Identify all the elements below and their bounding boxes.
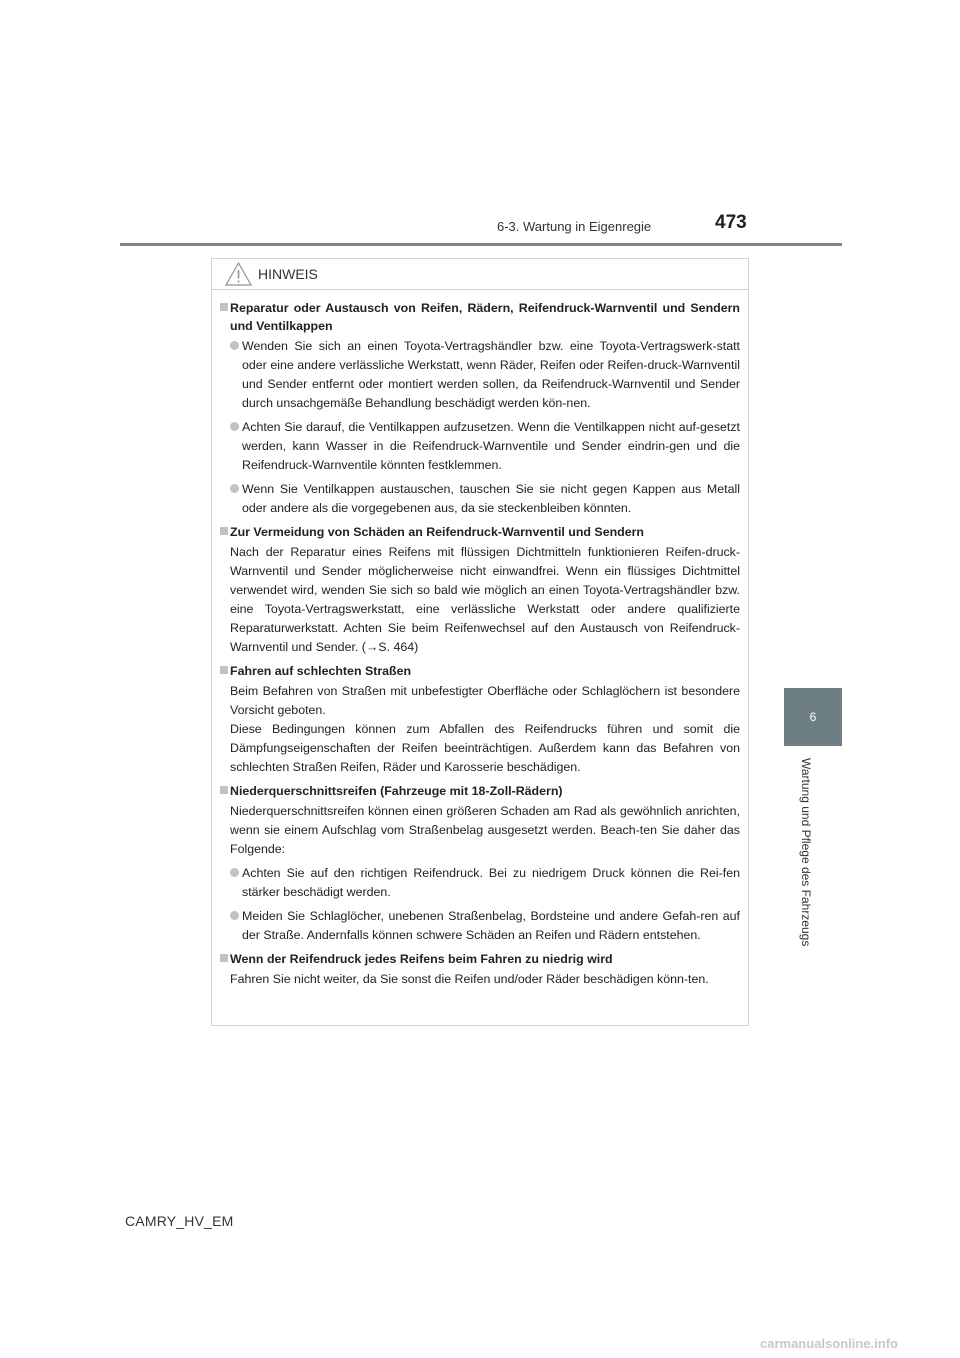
list-item	[220, 907, 740, 945]
paragraph: Fahren Sie nicht weiter, da Sie sonst die Reifen und/oder Räder beschädigen könn-ten.	[230, 972, 709, 986]
section-heading-text: Fahren auf schlechten Straßen	[230, 664, 412, 678]
header-rule	[120, 243, 842, 246]
notice-body	[212, 290, 748, 989]
square-bullet-icon	[220, 954, 228, 962]
section-heading-text: Wenn der Reifendruck jedes Reifens beim Fahren zu niedrig wird	[230, 952, 613, 966]
list-item	[220, 418, 740, 475]
watermark: carmanualsonline.info	[760, 1336, 898, 1351]
list-item	[220, 337, 740, 413]
circle-bullet-icon	[230, 911, 239, 920]
chapter-number: 6	[809, 710, 817, 724]
paragraph: Nach der Reparatur eines Reifens mit flüssigen Dichtmitteln funktionieren Reifen-druck-Warnventil und Sender möglicherweise nicht einwandfrei. Wenn ein flüssiges Dichtmittel verwendet wird, wenden Sie sich so bald wie möglich an einen Toyota-Vertragshändler bzw. eine Toyota-Vertragswerkstatt, eine verlässliche Werkstatt oder andere qualifizierte Reparaturwerkstatt. Achten Sie beim Reifenwechsel auf den Austausch von Reifendruck-Warnventil und Sender. (→S. 464)	[230, 545, 740, 654]
circle-bullet-icon	[230, 484, 239, 493]
notice-section	[220, 662, 740, 777]
section-title: 6-3. Wartung in Eigenregie	[497, 219, 652, 234]
list-item-text: Wenn Sie Ventilkappen austauschen, tauschen Sie sie nicht gegen Kappen aus Metall oder andere als die vorgegebenen aus, da sie steckenbleiben könnten.	[242, 482, 740, 515]
notice-box	[211, 258, 749, 1026]
section-heading	[220, 299, 740, 335]
paragraph: Diese Bedingungen können zum Abfallen des Reifendrucks führen und somit die Dämpfungseigenschaften der Reifen beeinträchtigen. Außerdem kann das Befahren von schlechten Straßen Reifen, Räder und Karosserie beschädigen.	[230, 722, 740, 774]
paragraph: Niederquerschnittsreifen können einen größeren Schaden am Rad als gewöhnlich anrichten, wenn sie einem Aufschlag vom Straßenbelag ausgesetzt werden. Beach-ten Sie daher das Folgende:	[230, 804, 740, 856]
list-item-text: Meiden Sie Schlaglöcher, unebenen Straßenbelag, Bordsteine und andere Gefah-ren auf der Straße. Andernfalls können schwere Schäden an Reifen und Rädern entstehen.	[242, 909, 740, 942]
paragraph: Beim Befahren von Straßen mit unbefestigter Oberfläche oder Schlaglöchern ist besondere Vorsicht geboten.	[230, 684, 740, 717]
section-heading	[220, 662, 740, 680]
circle-bullet-icon	[230, 341, 239, 350]
notice-header	[212, 259, 748, 290]
list-item-text: Wenden Sie sich an einen Toyota-Vertragshändler bzw. eine Toyota-Vertragswerk-statt oder eine andere verlässliche Werkstatt, wenn Räder, Reifen oder Reifen-druck-Warnventil und Sender entfernt oder montiert werden sollen, da Reifendruck-Warnventil und Sender durch unsachgemäße Behandlung beschädigt werden kön-nen.	[242, 339, 740, 410]
square-bullet-icon	[220, 303, 228, 311]
section-heading	[220, 782, 740, 800]
section-heading	[220, 523, 740, 541]
list-item-text: Achten Sie auf den richtigen Reifendruck. Bei zu niedrigem Druck können die Rei-fen stärker beschädigt werden.	[242, 866, 740, 899]
page-number: 473	[715, 212, 747, 233]
square-bullet-icon	[220, 527, 228, 535]
section-heading-text: Zur Vermeidung von Schäden an Reifendruck-Warnventil und Sendern	[230, 525, 645, 539]
list-item	[220, 480, 740, 518]
notice-label: HINWEIS	[258, 266, 318, 282]
warning-triangle-icon	[225, 262, 252, 286]
circle-bullet-icon	[230, 422, 239, 431]
circle-bullet-icon	[230, 868, 239, 877]
square-bullet-icon	[220, 786, 228, 794]
section-heading	[220, 950, 740, 968]
section-heading-text: Reparatur oder Austausch von Reifen, Rädern, Reifendruck-Warnventil und Sendern und Ventilkappen	[230, 301, 740, 333]
chapter-tab	[784, 688, 842, 746]
list-item-text: Achten Sie darauf, die Ventilkappen aufzusetzen. Wenn die Ventilkappen nicht auf-gesetzt werden, kann Wasser in die Reifendruck-Warnventile und Sender eindrin-gen und die Reifendruck-Warnventile könnten festklemmen.	[242, 420, 740, 472]
list-item	[220, 864, 740, 902]
square-bullet-icon	[220, 666, 228, 674]
section-heading-text: Niederquerschnittsreifen (Fahrzeuge mit 18-Zoll-Rädern)	[230, 784, 563, 798]
notice-section	[220, 299, 740, 518]
model-code: CAMRY_HV_EM	[125, 1213, 234, 1229]
notice-section	[220, 782, 740, 945]
chapter-title: Wartung und Pflege des Fahrzeugs	[799, 758, 813, 947]
notice-section	[220, 523, 740, 657]
notice-section	[220, 950, 740, 989]
